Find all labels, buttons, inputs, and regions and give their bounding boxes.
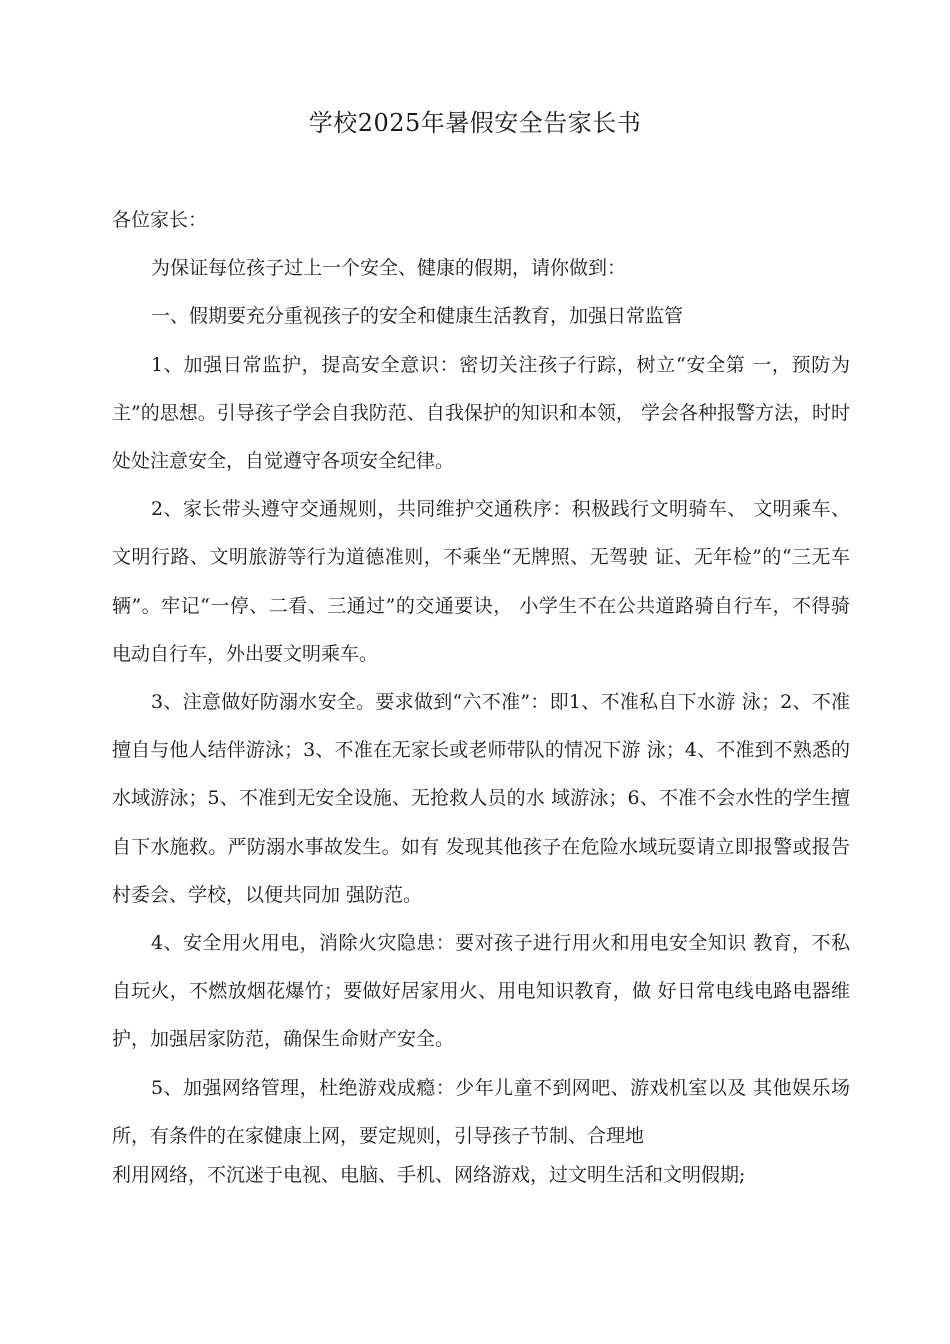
paragraph-item-1: 1、加强日常监护，提高安全意识：密切关注孩子行踪，树立“安全第 一，预防为主”的思想。引导孩子学会自我防范、自我保护的知识和本领， 学会各种报警方法，时时处处注意安全，自觉遵守各项安全纪律。 (112, 353, 850, 473)
document-body (112, 196, 850, 1191)
paragraph-item-5-part-2: 利用网络，不沉迷于电视、电脑、手机、网络游戏，过文明生活和文明假期; (112, 1164, 746, 1187)
paragraph-item-4: 4、安全用火用电，消除火灾隐患：要对孩子进行用火和用电安全知识 教育，不私自玩火，不燃放烟花爆竹；要做好居家用火、用电知识教育，做 好日常电线电路电器维护，加强居家防范，确保生命财产安全。 (112, 932, 850, 1051)
paragraph-intro: 为保证每位孩子过上一个安全、健康的假期，请你做到： (151, 257, 627, 280)
paragraph-item-5-part-1: 5、加强网络管理，杜绝游戏成瘾：少年儿童不到网吧、游戏机室以及 其他娱乐场所，有条件的在家健康上网，要定规则，引导孩子节制、合理地 (112, 1076, 850, 1147)
document-title: 学校2025年暑假安全告家长书 (308, 109, 642, 137)
salutation: 各位家长： (112, 209, 208, 231)
paragraph-item-2: 2、家长带头遵守交通规则，共同维护交通秩序：积极践行文明骑车、 文明乘车、文明行路、文明旅游等行为道德准则，不乘坐“无牌照、无驾驶 证、无年检”的“三无车辆”。牢记“一停、二看、三通过”的交通要诀， 小学生不在公共道路骑自行车，不得骑电动自行车，外出要文明乘车。 (112, 498, 850, 665)
section-heading-one: 一、假期要充分重视孩子的安全和健康生活教育，加强日常监管 (151, 305, 684, 328)
paragraph-item-3: 3、注意做好防溺水安全。要求做到“六不准”：即1、不准私自下水游 泳；2、不准擅自与他人结伴游泳；3、不准在无家长或老师带队的情况下游 泳；4、不准到不熟悉的水域游泳；5、不准到无安全设施、无抢救人员的水 域游泳；6、不准不会水性的学生擅自下水施救。严防溺水事故发生。如有 发现其他孩子在危险水域玩耍请立即报警或报告村委会、学校，以便共同加 强防范。 (112, 691, 850, 906)
